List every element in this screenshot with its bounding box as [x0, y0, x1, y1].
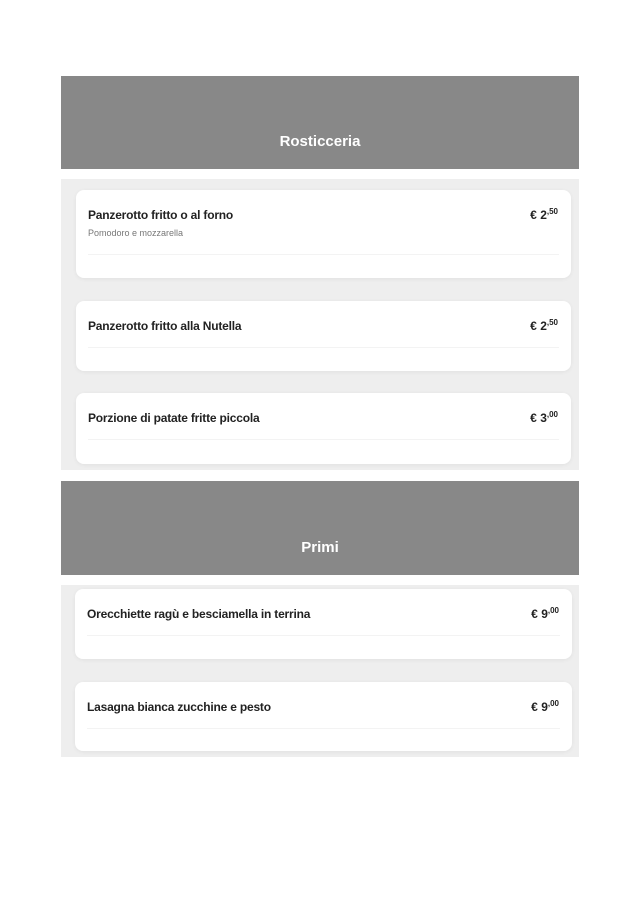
- price-integer: 2: [540, 319, 547, 333]
- menu-item-price: [530, 410, 558, 425]
- price-currency: €: [531, 607, 538, 621]
- price-currency: €: [531, 700, 538, 714]
- menu-item-card[interactable]: [76, 301, 571, 371]
- section-header-rosticceria: [61, 76, 579, 169]
- price-integer: 9: [541, 700, 548, 714]
- price-decimal: ,00: [547, 699, 559, 708]
- section-body-rosticceria: [61, 179, 579, 470]
- price-currency: €: [530, 411, 537, 425]
- menu-item-name: Lasagna bianca zucchine e pesto: [87, 700, 271, 714]
- card-divider: [87, 635, 560, 636]
- card-divider: [88, 347, 559, 348]
- menu-item-card[interactable]: [76, 393, 571, 464]
- menu-item-price: [531, 606, 559, 621]
- section-title: Rosticceria: [279, 133, 361, 150]
- price-decimal: ,50: [546, 318, 558, 327]
- price-decimal: ,00: [547, 606, 559, 615]
- price-currency: €: [530, 208, 537, 222]
- menu-item-description: Pomodoro e mozzarella: [88, 228, 184, 238]
- price-decimal: ,00: [546, 410, 558, 419]
- price-integer: 2: [540, 208, 547, 222]
- menu-item-card[interactable]: [76, 190, 571, 278]
- section-title: Primi: [301, 539, 339, 556]
- price-integer: 3: [540, 411, 547, 425]
- card-divider: [88, 439, 559, 440]
- menu-item-name: Porzione di patate fritte piccola: [88, 411, 260, 425]
- menu-item-card[interactable]: [75, 589, 572, 659]
- card-divider: [87, 728, 560, 729]
- menu-item-price: [531, 699, 559, 714]
- price-integer: 9: [541, 607, 548, 621]
- price-decimal: ,50: [546, 207, 558, 216]
- menu-item-card[interactable]: [75, 682, 572, 751]
- price-currency: €: [530, 319, 537, 333]
- menu-item-price: [530, 207, 558, 222]
- menu-item-price: [530, 318, 558, 333]
- menu-item-name: Panzerotto fritto o al forno: [88, 208, 234, 222]
- card-divider: [88, 254, 559, 255]
- section-header-primi: [61, 481, 579, 575]
- menu-item-name: Panzerotto fritto alla Nutella: [88, 319, 242, 333]
- menu-item-name: Orecchiette ragù e besciamella in terrina: [87, 607, 311, 621]
- section-body-primi: [61, 585, 579, 757]
